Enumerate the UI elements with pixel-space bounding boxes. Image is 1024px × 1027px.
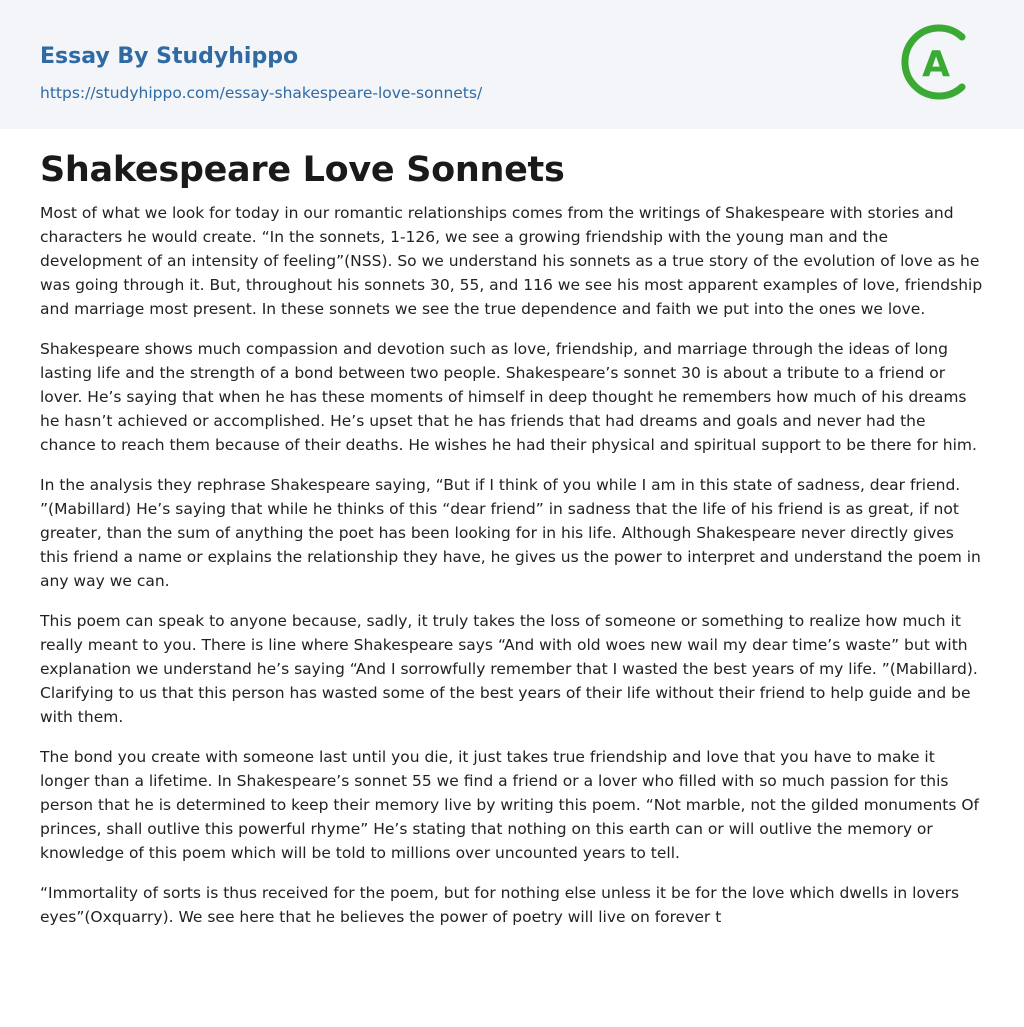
- circle-a-logo-icon[interactable]: [900, 20, 984, 104]
- article-body: [0, 151, 1024, 929]
- paragraph-6: “Immortality of sorts is thus received for the poem, but for nothing else unless it be for the love which dwells in lovers eyes”(Oxquarry). We see here that he believes the power of poetry will live on forever t: [40, 884, 960, 926]
- site-header: [0, 0, 1024, 129]
- page-title: Shakespeare Love Sonnets: [40, 150, 565, 190]
- article-url-link[interactable]: https://studyhippo.com/essay-shakespeare-love-sonnets/: [40, 84, 483, 102]
- paragraph-4: This poem can speak to anyone because, sadly, it truly takes the loss of someone or something to realize how much it really meant to you. There is line where Shakespeare says “And with old woes new wail my dear time’s waste” but with explanation we understand he’s saying “And I sorrowfully remember that I wasted the best years of my life. ”(Mabillard). Clarifying to us that this person has wasted some of the best years of their life without their friend to help guide and be with them.: [40, 612, 978, 726]
- paragraph-2: Shakespeare shows much compassion and devotion such as love, friendship, and marriage through the ideas of long lasting life and the strength of a bond between two people. Shakespeare’s sonnet 30 is about a tribute to a friend or lover. He’s saying that when he has these moments of himself in deep thought he remembers how much of his dreams he hasn’t achieved or accomplished. He’s upset that he has friends that had dreams and goals and never had the chance to reach them because of their deaths. He wishes he had their physical and spiritual support to be there for him.: [40, 340, 977, 454]
- paragraph-5: The bond you create with someone last until you die, it just takes true friendship and love that you have to make it longer than a lifetime. In Shakespeare’s sonnet 55 we find a friend or a lover who filled with so much passion for this person that he is determined to keep their memory live by writing this poem. “Not marble, not the gilded monuments Of princes, shall outlive this powerful rhyme” He’s stating that nothing on this earth can or will outlive the memory or knowledge of this poem which will be told to millions over uncounted years to tell.: [40, 748, 980, 862]
- logo-letter: A: [922, 44, 950, 85]
- paragraph-1: Most of what we look for today in our romantic relationships comes from the writings of Shakespeare with stories and characters he would create. “In the sonnets, 1-126, we see a growing friendship with the young man and the development of an intensity of feeling”(NSS). So we understand his sonnets as a true story of the evolution of love as he was going through it. But, throughout his sonnets 30, 55, and 116 we see his most apparent examples of love, friendship and marriage most present. In these sonnets we see the true dependence and faith we put into the ones we love.: [40, 204, 983, 318]
- paragraph-3: In the analysis they rephrase Shakespeare saying, “But if I think of you while I am in this state of sadness, dear friend. ”(Mabillard) He’s saying that while he thinks of this “dear friend” in sadness that the life of his friend is as great, if not greater, than the sum of anything the poet has been looking for in his life. Although Shakespeare never directly gives this friend a name or explains the relationship they have, he gives us the power to interpret and understand the poem in any way we can.: [40, 476, 981, 590]
- site-title[interactable]: Essay By Studyhippo: [40, 44, 299, 69]
